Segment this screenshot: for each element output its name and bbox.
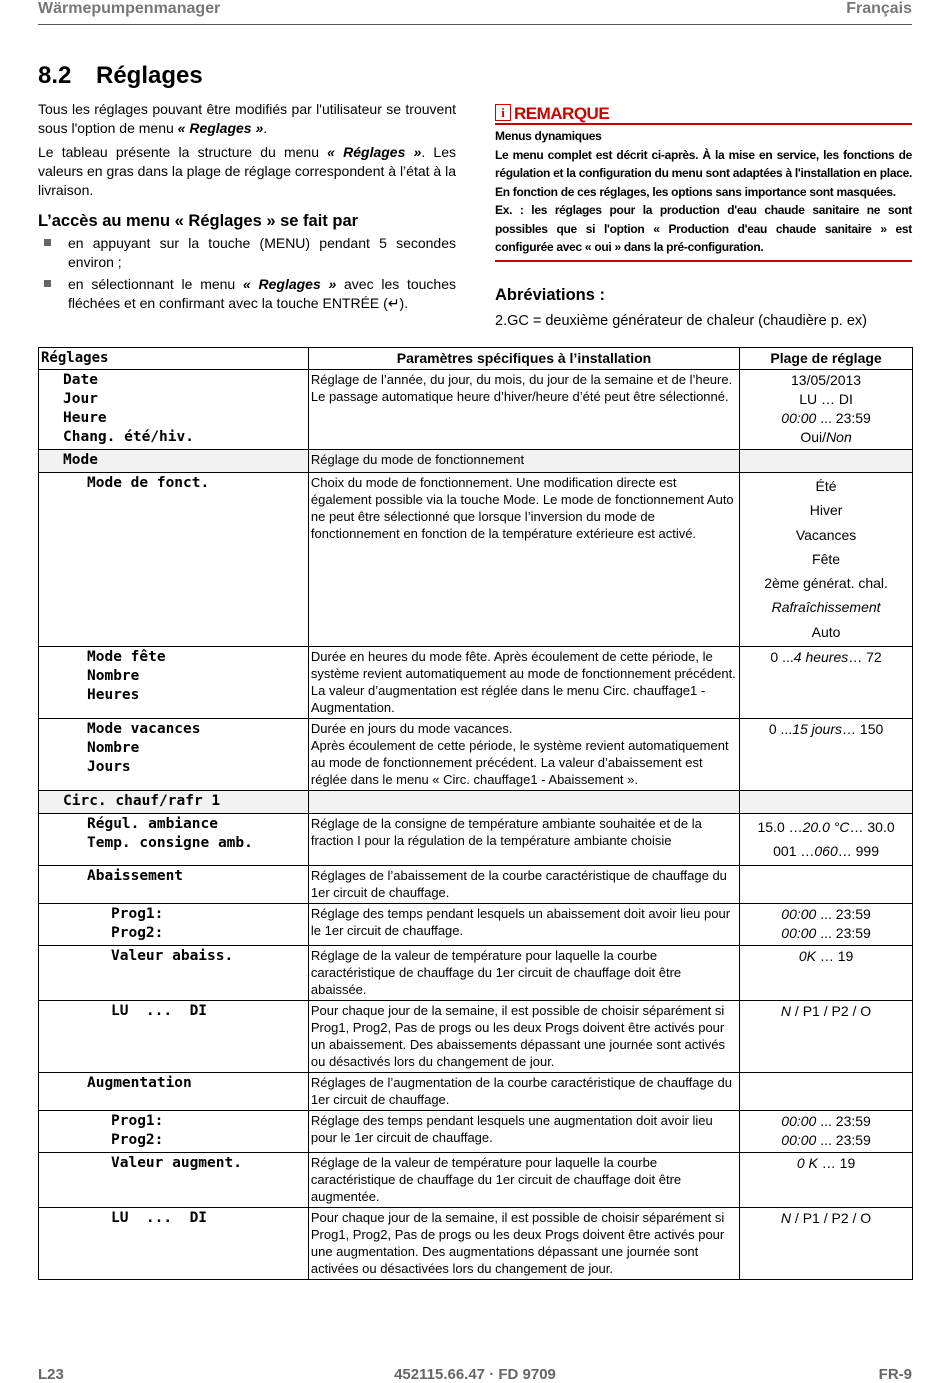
menu-cell: Prog1: Prog2: (39, 904, 309, 946)
param-cell: Choix du mode de fonctionnement. Une modification directe est également possible via la touche Mode. Le mode de fonctionnement Auto ne peut être sélectionné que lorsque l’inversion du mode de fonctionnement en fonction de la température extérieure est activé. (308, 473, 739, 647)
bullet-square-icon (44, 280, 51, 287)
intro-paragraph-2: Le tableau présente la structure du menu « Réglages ». Les valeurs en gras dans la plage de réglage correspondent à l’état à la livraison. (38, 144, 456, 198)
table-row (39, 866, 913, 904)
table-row (39, 1153, 913, 1208)
remark-text-2: Ex. : les réglages pour la production d'eau chaude sanitaire ne sont possibles que si l'option « Production d'eau chaude sanitaire » est configurée avec « oui » dans la pré-configuration. (495, 203, 912, 254)
table-row (39, 370, 913, 450)
abbreviation-item: 2.GC = deuxième générateur de chaleur (chaudière p. ex) (495, 313, 867, 329)
remark-subtitle: Menus dynamiques (495, 129, 602, 143)
table-row (39, 647, 913, 719)
section-title (38, 62, 203, 90)
footer-left: L23 (38, 1366, 64, 1383)
menu-cell: Circ. chauf/rafr 1 (39, 791, 309, 814)
table-row (39, 450, 913, 473)
table-row (39, 946, 913, 1001)
menu-cell: LU ... DI (39, 1001, 309, 1073)
menu-cell: Mode de fonct. (39, 473, 309, 647)
menu-cell: Valeur augment. (39, 1153, 309, 1208)
menu-cell: Mode fête Nombre Heures (39, 647, 309, 719)
remark-title: REMARQUE (514, 104, 610, 123)
table-row (39, 1208, 913, 1280)
table-header-row (39, 348, 913, 370)
menu-cell: Prog1: Prog2: (39, 1111, 309, 1153)
remark-body (495, 125, 912, 262)
param-cell: Réglages de l’augmentation de la courbe caractéristique de chauffage du 1er circuit de chauffage. (308, 1073, 739, 1111)
access-heading: L’accès au menu « Réglages » se fait par (38, 212, 359, 230)
header-title: Wärmepumpenmanager (38, 0, 221, 17)
menu-cell: Valeur abaiss. (39, 946, 309, 1001)
param-cell: Réglage de la valeur de température pour laquelle la courbe caractéristique de chauffage du 1er circuit de chauffage doit être augmentée. (308, 1153, 739, 1208)
param-cell: Réglages de l’abaissement de la courbe caractéristique de chauffage du 1er circuit de chauffage. (308, 866, 739, 904)
range-cell (740, 791, 913, 814)
menu-cell: Mode (39, 450, 309, 473)
footer-page-number: FR-9 (878, 1366, 912, 1383)
param-cell: Réglage des temps pendant lesquels une augmentation doit avoir lieu pour le 1er circuit de chauffage. (308, 1111, 739, 1153)
intro-paragraph-1: Tous les réglages pouvant être modifiés par l'utilisateur se trouvent sous l'option de menu « Reglages ». (38, 101, 456, 136)
param-cell: Réglage des temps pendant lesquels un abaissement doit avoir lieu pour le 1er circuit de chauffage. (308, 904, 739, 946)
table-row (39, 904, 913, 946)
table-row (39, 1111, 913, 1153)
table-row (39, 1073, 913, 1111)
header-menu: Réglages (39, 348, 309, 370)
param-cell: Réglage du mode de fonctionnement (308, 450, 739, 473)
list-item: en appuyant sur la touche (MENU) pendant 5 secondes environ ; (38, 234, 456, 272)
range-cell: N / P1 / P2 / O (740, 1208, 913, 1280)
abbreviations (495, 286, 912, 329)
param-cell: Pour chaque jour de la semaine, il est possible de choisir séparément si Prog1, Prog2, Pas de progs ou les deux Progs doivent être activés pour une augmentation. Des augmentations dépassant une journée sont activées ou désactivées lors du changement de jour. (308, 1208, 739, 1280)
range-cell: 15.0 …20.0 °C… 30.0 001 …060… 999 (740, 814, 913, 866)
menu-cell: Augmentation (39, 1073, 309, 1111)
table-row (39, 473, 913, 647)
table-row (39, 791, 913, 814)
page-header (38, 0, 912, 25)
table-row (39, 814, 913, 866)
section-number: 8.2 (38, 62, 72, 89)
bullet-square-icon (44, 239, 51, 246)
intro-column (38, 100, 456, 316)
remark-header (495, 104, 912, 125)
menu-cell: Mode vacances Nombre Jours (39, 719, 309, 791)
param-cell: Réglage de la valeur de température pour laquelle la courbe caractéristique de chauffage du 1er circuit de chauffage doit être abaissée. (308, 946, 739, 1001)
range-cell: Été Hiver Vacances Fête 2ème générat. chal. Rafraîchissement Auto (740, 473, 913, 647)
param-cell: Réglage de la consigne de température ambiante souhaitée et de la fraction I pour la régulation de la température ambiante choisie (308, 814, 739, 866)
param-cell (308, 791, 739, 814)
range-cell: 0K … 19 (740, 946, 913, 1001)
table-row (39, 719, 913, 791)
param-cell: Durée en heures du mode fête. Après écoulement de cette période, le système revient automatiquement au mode de fonctionnement précédent. La valeur d’augmentation est réglée dans le menu Circ. chauffage1 - Augmentation. (308, 647, 739, 719)
param-cell: Réglage de l’année, du jour, du mois, du jour de la semaine et de l’heure. Le passage automatique heure d’hiver/heure d’été peut être sélectionné. (308, 370, 739, 450)
param-cell: Pour chaque jour de la semaine, il est possible de choisir séparément si Prog1, Prog2, Pas de progs ou les deux Progs doivent être activés pour un abaissement. Des abaissements dépassant une journée sont activés ou désactivés lors du changement de jour. (308, 1001, 739, 1073)
abbreviations-heading: Abréviations : (495, 286, 606, 304)
header-params: Paramètres spécifiques à l’installation (308, 348, 739, 370)
access-list (38, 234, 456, 313)
menu-cell: Régul. ambiance Temp. consigne amb. (39, 814, 309, 866)
range-cell (740, 450, 913, 473)
table-row (39, 1001, 913, 1073)
range-cell: 0 ...15 jours… 150 (740, 719, 913, 791)
remark-box (495, 104, 912, 262)
section-name: Réglages (96, 62, 203, 89)
range-cell: 13/05/2013 LU … DI 00:00 ... 23:59 Oui/Non (740, 370, 913, 450)
header-language: Français (846, 0, 912, 17)
list-item: en sélectionnant le menu « Reglages » avec les touches fléchées et en confirmant avec la touche ENTRÉE (↵). (38, 275, 456, 313)
range-cell: 0 ...4 heures… 72 (740, 647, 913, 719)
header-range: Plage de réglage (740, 348, 913, 370)
param-cell: Durée en jours du mode vacances. Après écoulement de cette période, le système revient automatiquement au mode de fonctionnement précédent. La valeur d’abaissement est réglée dans le menu « Circ. chauffage1 - Abaissement ». (308, 719, 739, 791)
remark-text-1: Le menu complet est décrit ci-après. À la mise en service, les fonctions de régulation et la configuration du menu sont adaptées à l'installation en place. En fonction de ces réglages, les options sans importance sont masquées. (495, 147, 912, 199)
range-cell: 00:00 ... 23:59 00:00 ... 23:59 (740, 904, 913, 946)
menu-cell: Date Jour Heure Chang. été/hiv. (39, 370, 309, 450)
range-cell (740, 1073, 913, 1111)
range-cell: 00:00 ... 23:59 00:00 ... 23:59 (740, 1111, 913, 1153)
info-icon: i (495, 104, 511, 121)
range-cell: 0 K … 19 (740, 1153, 913, 1208)
menu-cell: LU ... DI (39, 1208, 309, 1280)
range-cell: N / P1 / P2 / O (740, 1001, 913, 1073)
menu-cell: Abaissement (39, 866, 309, 904)
range-cell (740, 866, 913, 904)
settings-table (38, 347, 913, 1280)
footer-center: 452115.66.47 · FD 9709 (394, 1366, 556, 1383)
